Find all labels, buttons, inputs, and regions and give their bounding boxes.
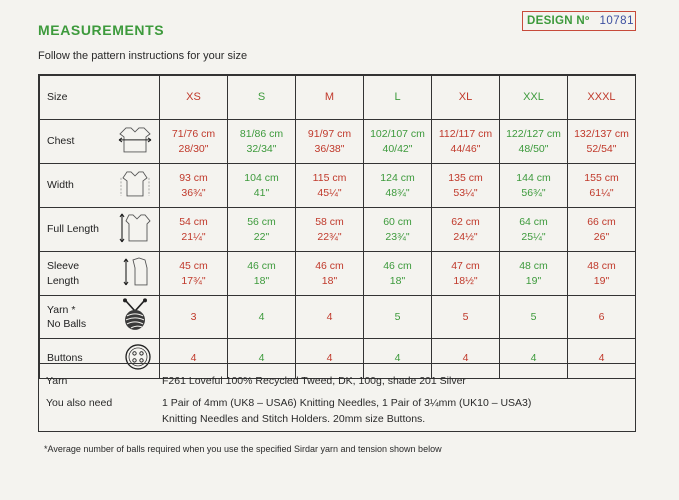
table-cell: 102/107 cm 40/42" bbox=[364, 120, 432, 164]
table-cell: 124 cm 48¾" bbox=[364, 164, 432, 208]
chest-row bbox=[40, 120, 636, 164]
table-cell: 58 cm 22¾" bbox=[296, 208, 364, 252]
full-length-row bbox=[40, 208, 636, 252]
table-cell: 81/86 cm 32/34" bbox=[228, 120, 296, 164]
page-title: MEASUREMENTS bbox=[38, 22, 165, 38]
table-cell: 4 bbox=[296, 339, 364, 379]
row-label: Buttons bbox=[47, 352, 83, 365]
you-also-need-label: You also need bbox=[46, 397, 113, 409]
table-cell: 4 bbox=[228, 339, 296, 379]
table-cell: 4 bbox=[160, 339, 228, 379]
table-cell: 155 cm 61¼" bbox=[568, 164, 636, 208]
yarn-value: F261 Loveful 100% Recycled Tweed, DK, 100g, shade 201 Silver bbox=[162, 375, 466, 387]
size-header: XS bbox=[160, 76, 228, 120]
length-measure-icon bbox=[117, 211, 153, 247]
size-header: XL bbox=[432, 76, 500, 120]
table-cell: 132/137 cm 52/54" bbox=[568, 120, 636, 164]
design-number-label: DESIGN Nº bbox=[527, 15, 590, 27]
size-header: M bbox=[296, 76, 364, 120]
table-cell: 91/97 cm 36/38" bbox=[296, 120, 364, 164]
row-label: Chest bbox=[47, 135, 75, 148]
row-label: Full Length bbox=[47, 223, 99, 236]
table-cell: 112/117 cm 44/46" bbox=[432, 120, 500, 164]
sleeve-length-row bbox=[40, 252, 636, 296]
table-cell: 115 cm 45¼" bbox=[296, 164, 364, 208]
you-also-need-line1: 1 Pair of 4mm (UK8 – USA6) Knitting Needles, 1 Pair of 3¼mm (UK10 – USA3) bbox=[162, 397, 532, 409]
table-cell: 45 cm 17¾" bbox=[160, 252, 228, 296]
yarn-balls-row bbox=[40, 296, 636, 339]
table-cell: 54 cm 21¼" bbox=[160, 208, 228, 252]
yarn-ball-icon bbox=[117, 298, 153, 336]
table-cell: 47 cm 18½" bbox=[432, 252, 500, 296]
table-cell: 6 bbox=[568, 296, 636, 339]
size-header: XXXL bbox=[568, 76, 636, 120]
table-cell: 66 cm 26" bbox=[568, 208, 636, 252]
table-cell: 93 cm 36¾" bbox=[160, 164, 228, 208]
footnote: *Average number of balls required when you use the specified Sirdar yarn and tension shown below bbox=[44, 444, 442, 454]
width-row bbox=[40, 164, 636, 208]
table-cell: 104 cm 41" bbox=[228, 164, 296, 208]
table-cell: 4 bbox=[432, 339, 500, 379]
table-cell: 56 cm 22" bbox=[228, 208, 296, 252]
size-header: S bbox=[228, 76, 296, 120]
table-cell: 3 bbox=[160, 296, 228, 339]
table-cell: 46 cm 18" bbox=[364, 252, 432, 296]
yarn-label: Yarn bbox=[46, 375, 68, 387]
chest-measure-icon bbox=[117, 124, 153, 158]
row-label: Sleeve Length bbox=[47, 260, 80, 287]
table-cell: 46 cm 18" bbox=[228, 252, 296, 296]
materials-section bbox=[38, 363, 636, 433]
width-measure-icon bbox=[117, 168, 153, 202]
table-cell: 5 bbox=[432, 296, 500, 339]
table-cell: 144 cm 56¾" bbox=[500, 164, 568, 208]
table-cell: 48 cm 19" bbox=[500, 252, 568, 296]
instructions-subtitle: Follow the pattern instructions for your size bbox=[38, 50, 248, 62]
table-cell: 4 bbox=[228, 296, 296, 339]
table-cell: 135 cm 53¼" bbox=[432, 164, 500, 208]
row-label: Yarn * No Balls bbox=[47, 303, 87, 330]
size-label: Size bbox=[40, 76, 160, 120]
design-number-box bbox=[522, 11, 636, 31]
you-also-need-line2: Knitting Needles and Stitch Holders. 20mm size Buttons. bbox=[162, 413, 426, 425]
size-row bbox=[40, 76, 636, 120]
design-number-value: 10781 bbox=[599, 15, 634, 27]
table-cell: 122/127 cm 48/50" bbox=[500, 120, 568, 164]
table-cell: 64 cm 25¼" bbox=[500, 208, 568, 252]
table-cell: 60 cm 23¾" bbox=[364, 208, 432, 252]
size-header: L bbox=[364, 76, 432, 120]
sleeve-measure-icon bbox=[117, 255, 153, 291]
table-cell: 4 bbox=[568, 339, 636, 379]
table-cell: 71/76 cm 28/30" bbox=[160, 120, 228, 164]
table-cell: 5 bbox=[500, 296, 568, 339]
table-cell: 4 bbox=[500, 339, 568, 379]
table-cell: 48 cm 19" bbox=[568, 252, 636, 296]
size-header: XXL bbox=[500, 76, 568, 120]
table-cell: 5 bbox=[364, 296, 432, 339]
table-cell: 46 cm 18" bbox=[296, 252, 364, 296]
table-cell: 62 cm 24½" bbox=[432, 208, 500, 252]
table-cell: 4 bbox=[364, 339, 432, 379]
table-cell: 4 bbox=[296, 296, 364, 339]
row-label: Width bbox=[47, 179, 74, 192]
